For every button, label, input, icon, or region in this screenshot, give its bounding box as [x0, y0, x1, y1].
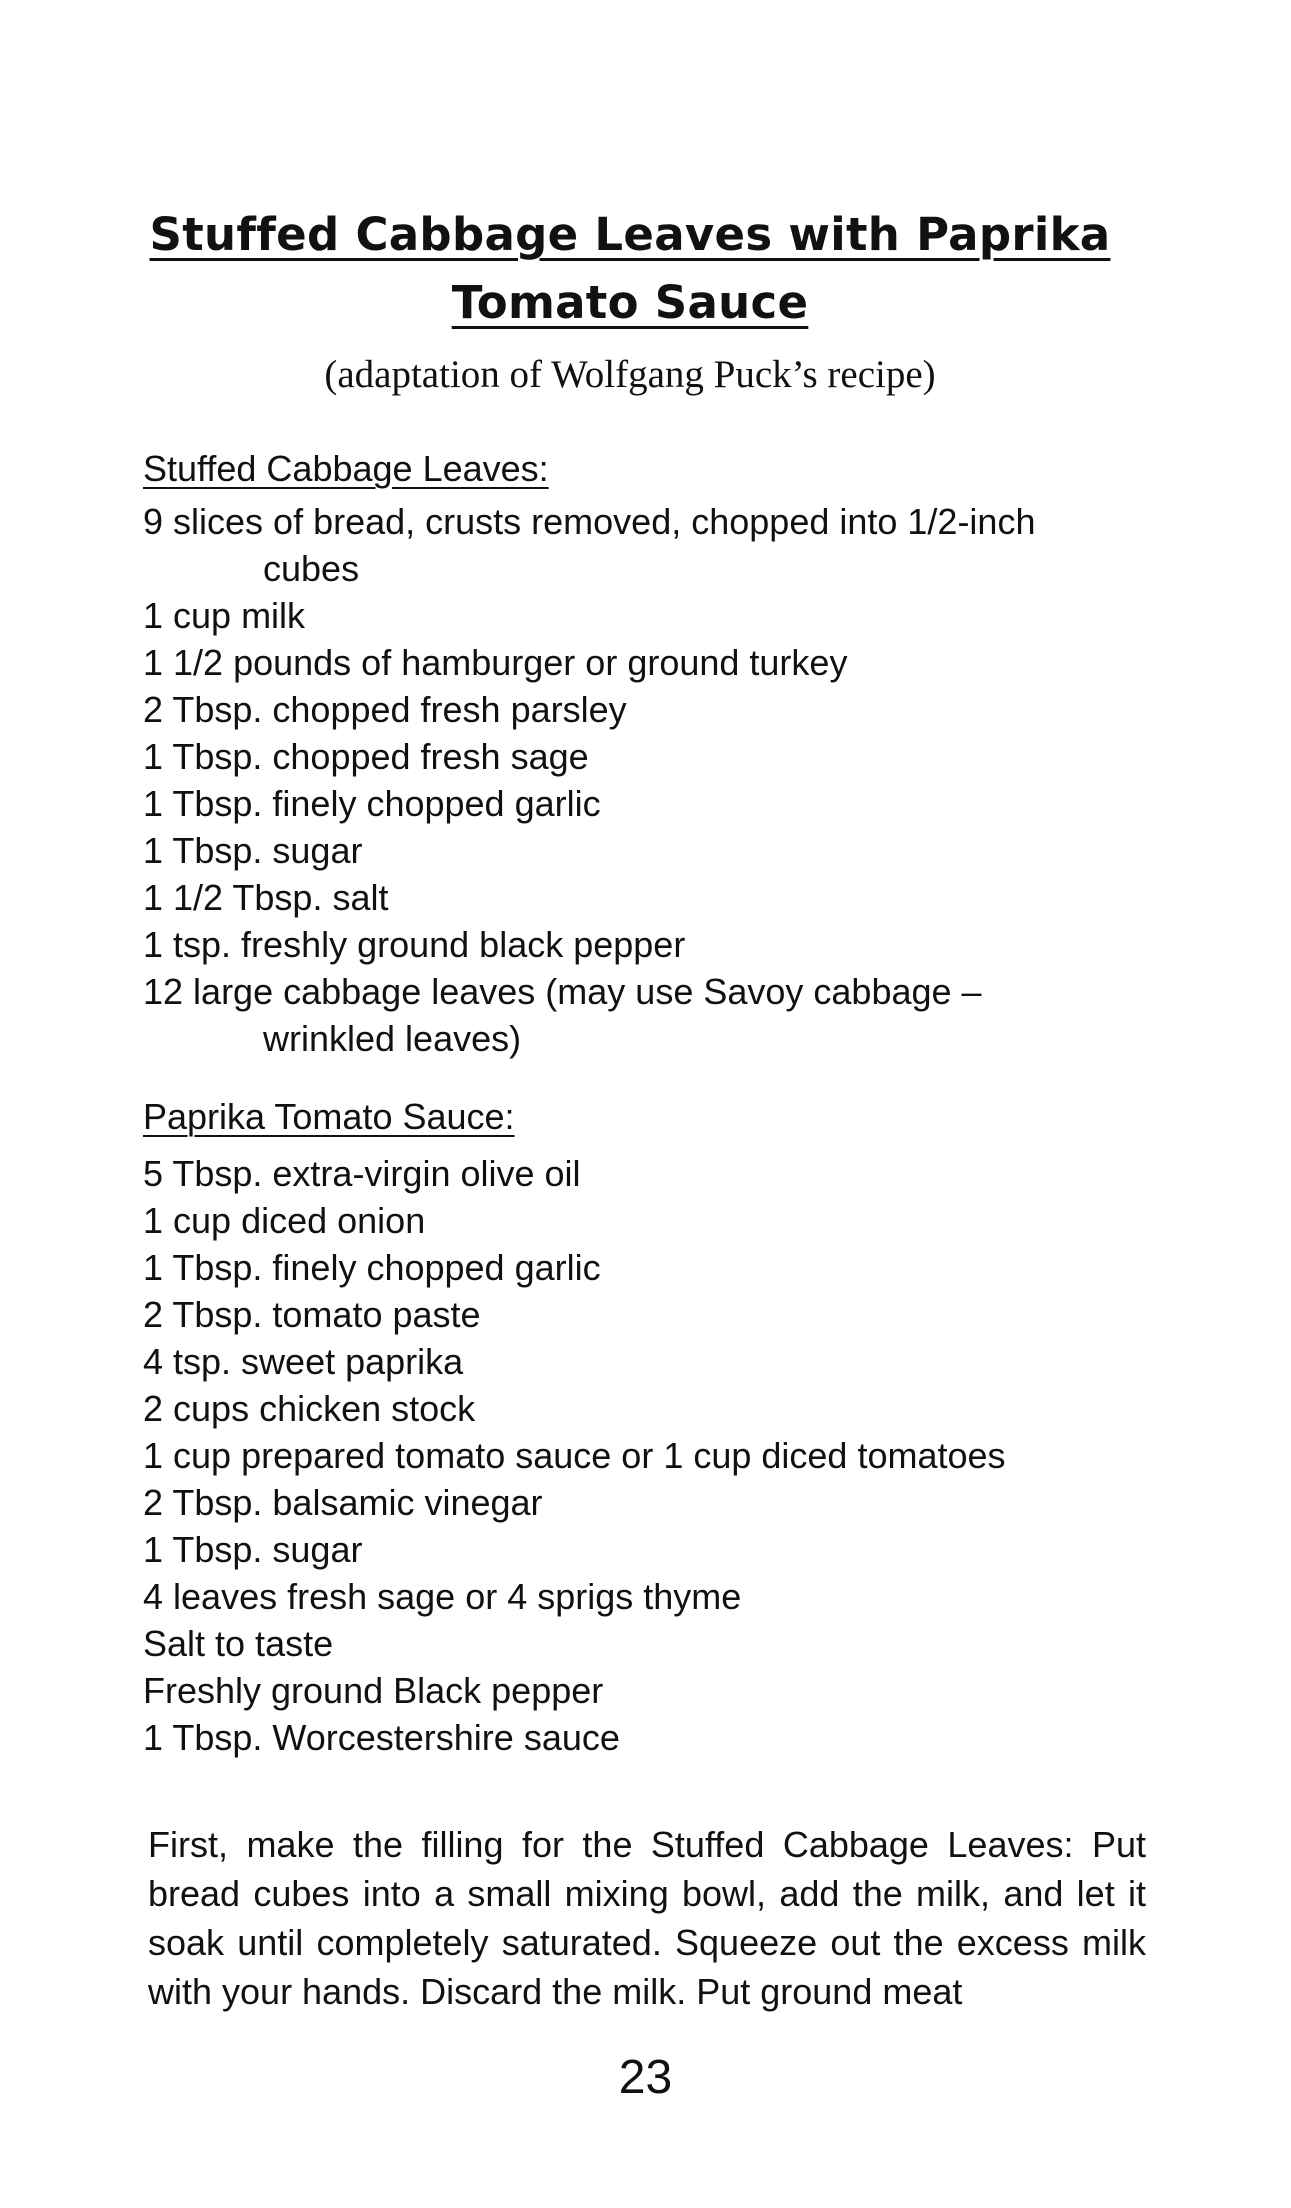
- section-heading-paprika-sauce: Paprika Tomato Sauce:: [143, 1096, 515, 1137]
- ingredient-continuation: cubes: [263, 548, 360, 589]
- ingredient-item: [143, 498, 1035, 592]
- ingredient-item: Salt to taste: [143, 1623, 334, 1664]
- ingredient-item: 2 cups chicken stock: [143, 1388, 476, 1429]
- ingredient-item: 1 tsp. freshly ground black pepper: [143, 924, 686, 965]
- ingredient-item: 5 Tbsp. extra-virgin olive oil: [143, 1153, 581, 1194]
- ingredient-item: 1 1/2 pounds of hamburger or ground turkey: [143, 642, 848, 683]
- ingredient-item: 4 leaves fresh sage or 4 sprigs thyme: [143, 1576, 742, 1617]
- ingredient-item: 2 Tbsp. chopped fresh parsley: [143, 689, 627, 730]
- recipe-title-line-1: Stuffed Cabbage Leaves with Paprika: [149, 208, 1111, 261]
- recipe-title-line-2: Tomato Sauce: [451, 276, 809, 329]
- ingredient-item: 2 Tbsp. balsamic vinegar: [143, 1482, 543, 1523]
- ingredient-item: 1 cup diced onion: [143, 1200, 426, 1241]
- ingredient-item: Freshly ground Black pepper: [143, 1670, 604, 1711]
- page-number: 23: [618, 2051, 673, 2104]
- instructions-paragraph: First, make the filling for the Stuffed Cabbage Leaves: Put bread cubes into a small mixing bowl, add the milk, and let it soak until completely saturated. Squeeze out the excess milk with your hands. Discard the milk. Put ground meat: [148, 1824, 1146, 2012]
- recipe-subtitle: (adaptation of Wolfgang Puck’s recipe): [324, 353, 936, 396]
- ingredient-item: 1 Tbsp. sugar: [143, 1529, 363, 1570]
- ingredient-item: 2 Tbsp. tomato paste: [143, 1294, 481, 1335]
- ingredient-item: 4 tsp. sweet paprika: [143, 1341, 464, 1382]
- ingredient-item: 1 Tbsp. finely chopped garlic: [143, 783, 601, 824]
- ingredient-list-paprika-sauce: [143, 1150, 1006, 1761]
- ingredient-item: 1 Tbsp. Worcestershire sauce: [143, 1717, 620, 1758]
- section-heading-stuffed-cabbage: Stuffed Cabbage Leaves:: [143, 448, 549, 489]
- ingredient-item: 1 Tbsp. finely chopped garlic: [143, 1247, 601, 1288]
- ingredient-continuation: wrinkled leaves): [263, 1018, 522, 1059]
- ingredient-item: 1 Tbsp. chopped fresh sage: [143, 736, 589, 777]
- ingredient-text: 9 slices of bread, crusts removed, chopped into 1/2-inch: [143, 501, 1036, 542]
- ingredient-item: [143, 968, 1035, 1062]
- ingredient-item: 1 1/2 Tbsp. salt: [143, 877, 389, 918]
- ingredient-text: 12 large cabbage leaves (may use Savoy cabbage –: [143, 971, 982, 1012]
- ingredient-item: 1 Tbsp. sugar: [143, 830, 363, 871]
- ingredient-item: 1 cup prepared tomato sauce or 1 cup diced tomatoes: [143, 1435, 1006, 1476]
- ingredient-item: 1 cup milk: [143, 595, 306, 636]
- ingredient-list-stuffed-cabbage: [143, 498, 1035, 1062]
